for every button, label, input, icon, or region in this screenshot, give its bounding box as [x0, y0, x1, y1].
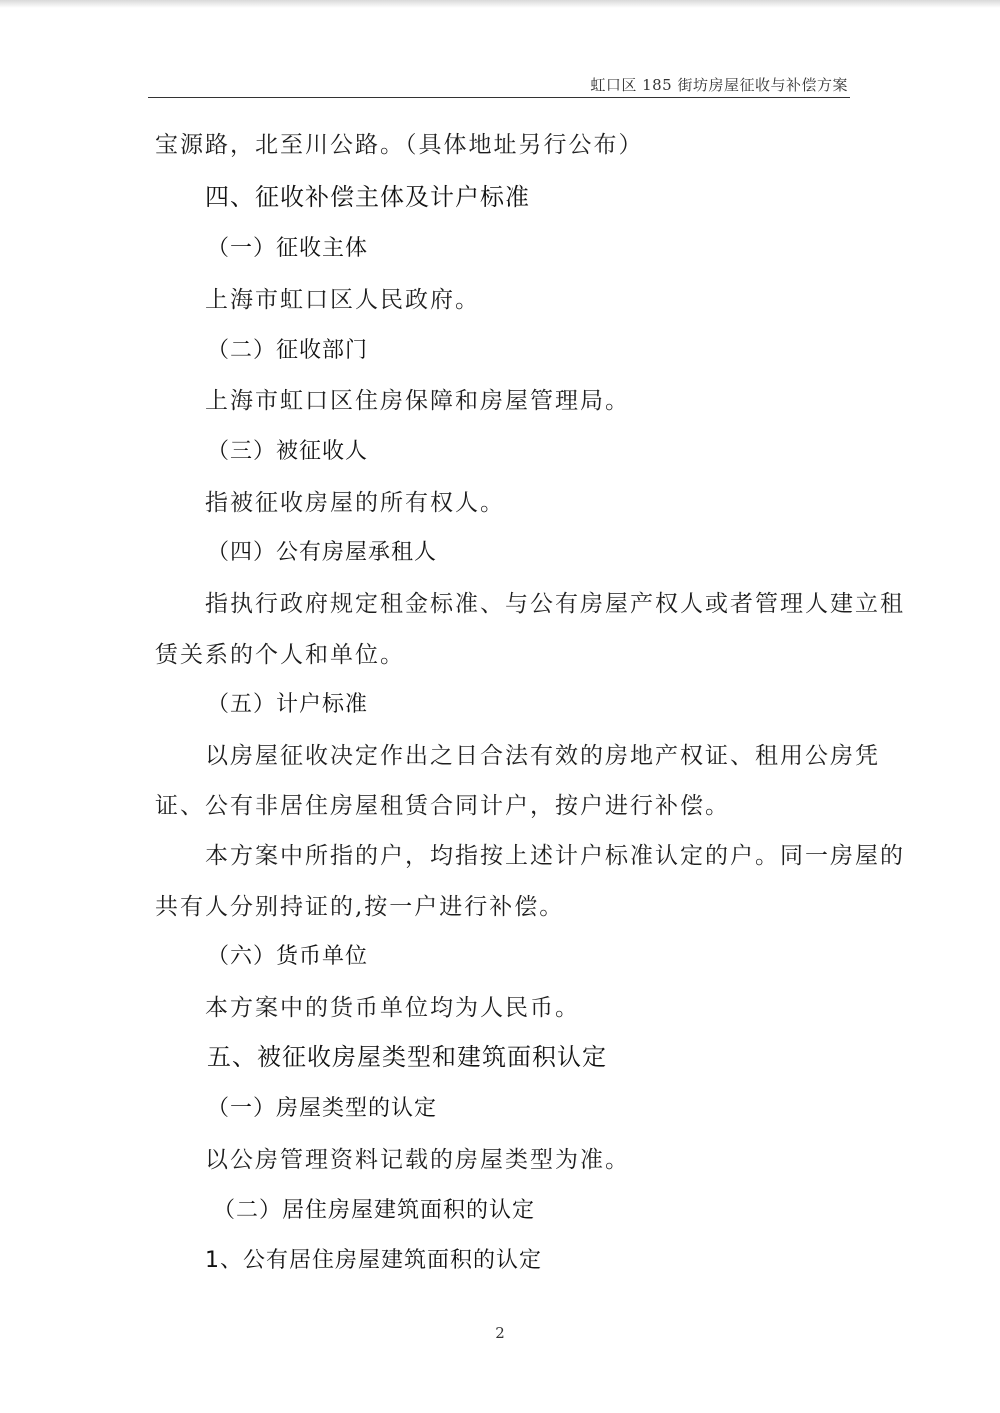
paragraph-line: 指执行政府规定租金标准、与公有房屋产权人或者管理人建立租	[205, 591, 905, 617]
subheading-4-1: （一）征收主体	[207, 236, 369, 261]
paragraph-line: 上海市虹口区住房保障和房屋管理局。	[205, 388, 630, 414]
paragraph-line: 本方案中的货币单位均为人民币。	[205, 995, 580, 1021]
paragraph-line: 上海市虹口区人民政府。	[205, 287, 480, 313]
scan-edge-shadow	[0, 0, 1000, 8]
paragraph-line: 以公房管理资料记载的房屋类型为准。	[205, 1147, 630, 1173]
section-heading-4: 四、征收补偿主体及计户标准	[205, 183, 530, 211]
subheading-5-2: （二）居住房屋建筑面积的认定	[213, 1198, 536, 1223]
subheading-5-2-1: 1、公有居住房屋建筑面积的认定	[205, 1248, 542, 1273]
header-divider	[148, 97, 850, 98]
page-number: 2	[495, 1324, 505, 1342]
paragraph-line: 证、公有非居住房屋租赁合同计户，按户进行补偿。	[155, 793, 730, 819]
paragraph-line: 指被征收房屋的所有权人。	[205, 490, 505, 516]
subheading-5-1: （一）房屋类型的认定	[207, 1096, 438, 1121]
paragraph-line: 赁关系的个人和单位。	[155, 642, 405, 668]
running-header: 虹口区 185 街坊房屋征收与补偿方案	[590, 76, 848, 94]
subheading-4-3: （三）被征收人	[207, 439, 369, 464]
paragraph-line: 共有人分别持证的,按一户进行补偿。	[155, 894, 565, 920]
subheading-4-4: （四）公有房屋承租人	[207, 540, 438, 565]
section-heading-5: 五、被征收房屋类型和建筑面积认定	[207, 1043, 607, 1071]
subheading-4-6: （六）货币单位	[207, 944, 369, 969]
subheading-4-5: （五）计户标准	[207, 692, 369, 717]
paragraph-line: 本方案中所指的户，均指按上述计户标准认定的户。同一房屋的	[205, 843, 905, 869]
paragraph-line: 以房屋征收决定作出之日合法有效的房地产权证、租用公房凭	[205, 743, 880, 769]
subheading-4-2: （二）征收部门	[207, 338, 369, 363]
paragraph-line: 宝源路，北至川公路。（具体地址另行公布）	[155, 132, 644, 158]
